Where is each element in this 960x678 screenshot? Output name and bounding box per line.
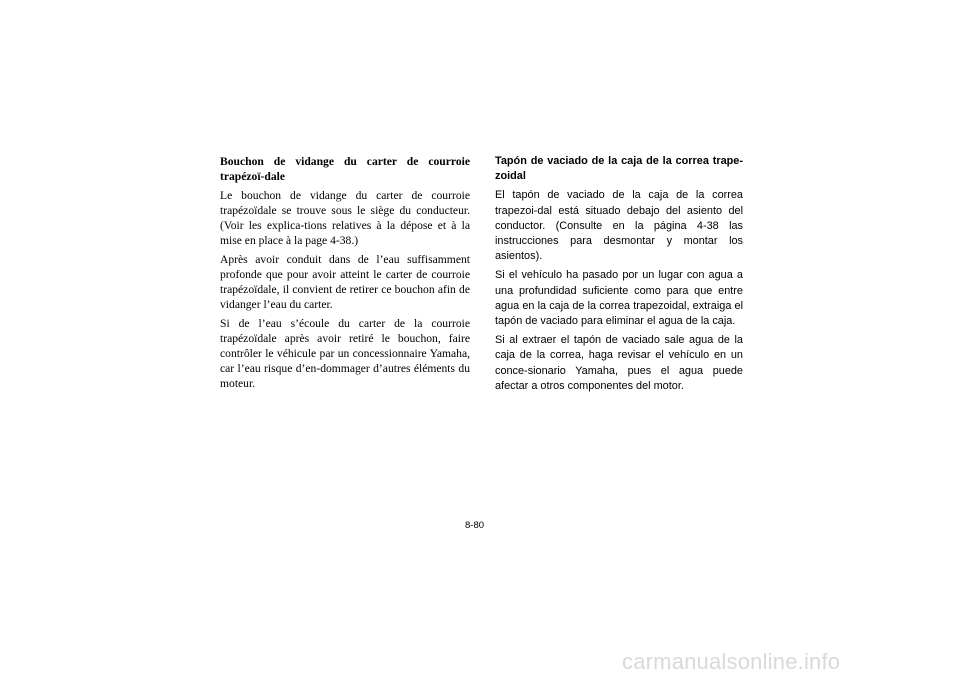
spanish-column bbox=[495, 154, 743, 398]
spanish-paragraph-3: Si al extraer el tapón de vaciado sale agua de la caja de la correa, haga revisar el vehículo en un conce-sionario Yamaha, pues el agua puede afectar a otros componentes del motor. bbox=[495, 334, 743, 392]
spanish-paragraph-1: El tapón de vaciado de la caja de la correa trapezoi-dal está situado debajo del asiento del conductor. (Consulte en la página 4-38 las instrucciones para desmontar y montar los asientos). bbox=[495, 189, 743, 263]
french-paragraph-1: Le bouchon de vidange du carter de courroie trapézoïdale se trouve sous le siège du conducteur. (Voir les explica-tions relatives à la dépose et à la mise en place à la page 4-38.) bbox=[220, 189, 470, 247]
page-number: 8-80 bbox=[465, 520, 485, 531]
french-heading: Bouchon de vidange du carter de courroie trapézoï-dale bbox=[220, 155, 470, 183]
french-paragraph-3: Si de l’eau s’écoule du carter de la courroie trapézoïdale après avoir retiré le bouchon, faire contrôler le véhicule par un concessionnaire Yamaha, car l’eau risque d’en-dommager d’autres éléments du moteur. bbox=[220, 317, 470, 390]
french-column bbox=[220, 154, 470, 395]
french-paragraph-2: Après avoir conduit dans de l’eau suffisamment profonde que pour avoir atteint le carter de courroie trapézoïdale, il convient de retirer ce bouchon afin de vidanger l’eau du carter. bbox=[220, 253, 470, 311]
watermark-text: carmanualsonline.info bbox=[622, 649, 841, 674]
spanish-paragraph-2: Si el vehículo ha pasado por un lugar con agua a una profundidad suficiente como para que entre agua en la caja de la correa trapezoidal, extraiga el tapón de vaciado para eliminar el agua de la caja. bbox=[495, 269, 743, 328]
spanish-heading: Tapón de vaciado de la caja de la correa trape-zoidal bbox=[495, 155, 743, 183]
